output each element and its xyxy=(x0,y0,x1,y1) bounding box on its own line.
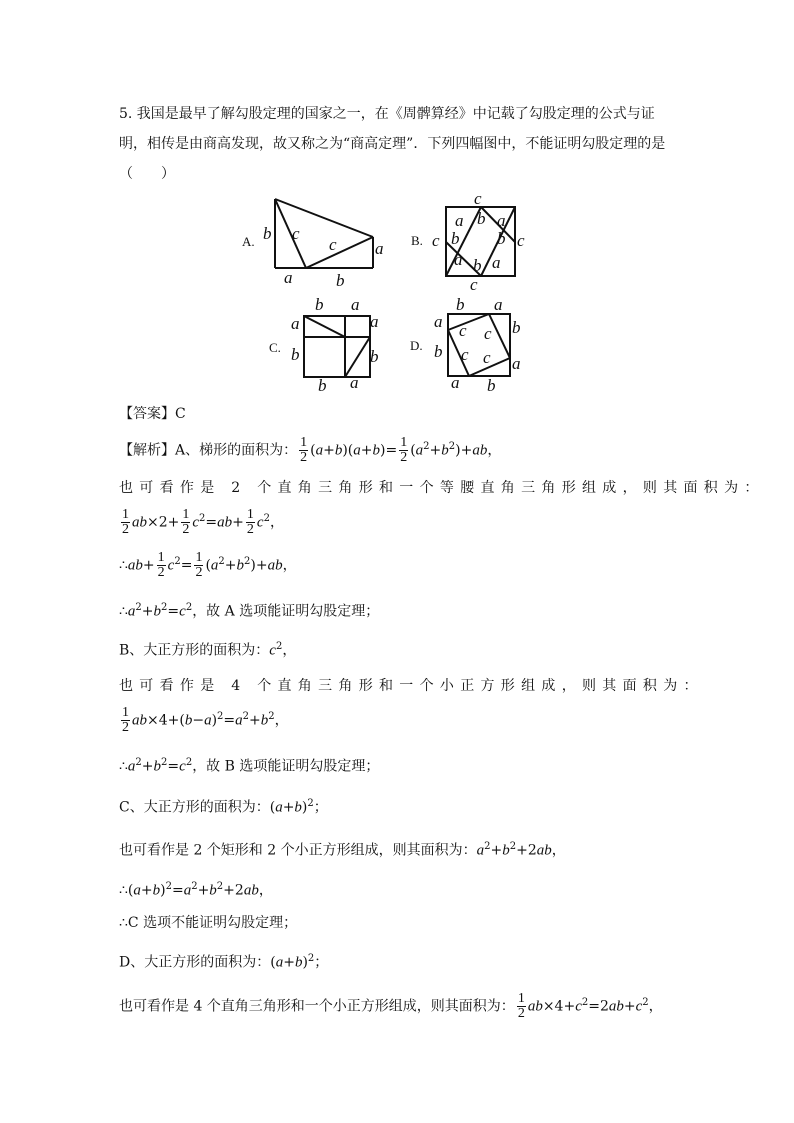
analysis-label: 【解析】 xyxy=(119,442,175,459)
label-a: a xyxy=(492,253,501,272)
label-option-b: B. xyxy=(411,233,423,248)
label-b: b xyxy=(336,271,345,290)
analysis-a-line-1: 【解析】A、梯形的面积为： $\frac{1}{2}$ (a+b)(a+b)= $\frac{1}{2}$ $(a^2+b^2)+ab$， xyxy=(119,435,502,465)
answer: 【答案】C xyxy=(119,406,186,422)
label-c: c xyxy=(484,324,492,343)
label-a: a xyxy=(375,239,384,258)
figure-c xyxy=(269,295,379,395)
label-b: b xyxy=(512,318,521,337)
question-line-2: 明，相传是由商高发现，故又称之为“商高定理”．下列四幅图中，不能证明勾股定理的是 xyxy=(119,136,666,152)
analysis-b-line-2: 也可看作是 4 个直角三角形和一个小正方形组成，则其面积为： xyxy=(119,678,704,694)
label-a: a xyxy=(454,250,463,269)
label-b: b xyxy=(456,295,465,314)
label-b: b xyxy=(451,229,460,248)
analysis-c-line-2: 也可看作是 2 个矩形和 2 个小正方形组成，则其面积为：$a^2+b^2+2ab$， xyxy=(119,841,566,859)
label-c: c xyxy=(461,345,469,364)
label-a: a xyxy=(434,312,443,331)
question-line-3: （ ） xyxy=(119,166,175,182)
label-c: c xyxy=(470,275,478,294)
label-a: a xyxy=(451,373,460,392)
label-a: a xyxy=(370,312,379,331)
label-b: b xyxy=(318,376,327,395)
label-a: a xyxy=(351,295,360,314)
label-a: a xyxy=(350,373,359,392)
analysis-b-line-1: B、大正方形的面积为：$c^2$， xyxy=(119,641,297,659)
label-option-d: D. xyxy=(410,338,423,353)
label-b: b xyxy=(473,256,482,275)
analysis-a-eq-2: ∴ab+ $\frac{1}{2}$ $c^2=$ $\frac{1}{2}$ $(a^2+b^2)+ab$， xyxy=(119,550,297,580)
figure-d xyxy=(410,295,521,395)
label-c: c xyxy=(329,235,337,254)
label-b: b xyxy=(263,224,272,243)
figure-b xyxy=(411,190,525,294)
label-c: c xyxy=(474,190,482,208)
label-b: b xyxy=(497,229,506,248)
analysis-c-eq-1: $\therefore(a+b)^2=a^2+b^2+2ab$， xyxy=(119,881,273,899)
label-option-c: C. xyxy=(269,340,281,355)
label-a: a xyxy=(291,314,300,333)
label-c: c xyxy=(517,231,525,250)
analysis-b-eq-1: $\frac{1}{2}$ $ab\times 4+(b-a)^2=a^2+b^2$， xyxy=(122,705,289,735)
label-a: a xyxy=(512,354,521,373)
question-line-1: 5. 我国是最早了解勾股定理的国家之一，在《周髀算经》中记载了勾股定理的公式与证 xyxy=(119,106,655,122)
figure-a xyxy=(242,199,384,290)
analysis-c-line-1: C、大正方形的面积为：$(a+b)^2$； xyxy=(119,798,328,816)
analysis-d-line-2: 也可看作是 4 个直角三角形和一个小正方形组成，则其面积为： $\frac{1}{2}$ $ab\times 4+c^2=2ab+c^2$， xyxy=(119,991,663,1021)
label-b: b xyxy=(434,342,443,361)
analysis-d-line-1: D、大正方形的面积为：$(a+b)^2$； xyxy=(119,953,329,971)
label-b: b xyxy=(487,376,496,395)
label-option-a: A. xyxy=(242,234,255,249)
label-c: c xyxy=(432,231,440,250)
analysis-a-line-2: 也可看作是 2 个直角三角形和一个等腰直角三角形组成，则其面积为： xyxy=(119,480,765,496)
label-c: c xyxy=(459,321,467,340)
label-c: c xyxy=(292,224,300,243)
label-b: b xyxy=(315,295,324,314)
label-b: b xyxy=(477,209,486,228)
label-b: b xyxy=(291,345,300,364)
label-b: b xyxy=(370,347,379,366)
analysis-b-conclusion: $\therefore a^2+b^2=c^2$，故 B 选项能证明勾股定理； xyxy=(119,757,380,775)
analysis-a-conclusion: $\therefore a^2+b^2=c^2$，故 A 选项能证明勾股定理； xyxy=(119,602,380,620)
label-a: a xyxy=(455,211,464,230)
analysis-c-conclusion: ∴C 选项不能证明勾股定理； xyxy=(119,915,298,931)
label-a: a xyxy=(494,295,503,314)
label-a: a xyxy=(497,211,506,230)
analysis-a-eq-1: $\frac{1}{2}$ ab×2+ $\frac{1}{2}$ $c^2=ab+$ $\frac{1}{2}$ $c^2$， xyxy=(122,507,284,537)
label-c: c xyxy=(483,348,491,367)
label-a: a xyxy=(284,268,293,287)
figures xyxy=(0,190,794,400)
